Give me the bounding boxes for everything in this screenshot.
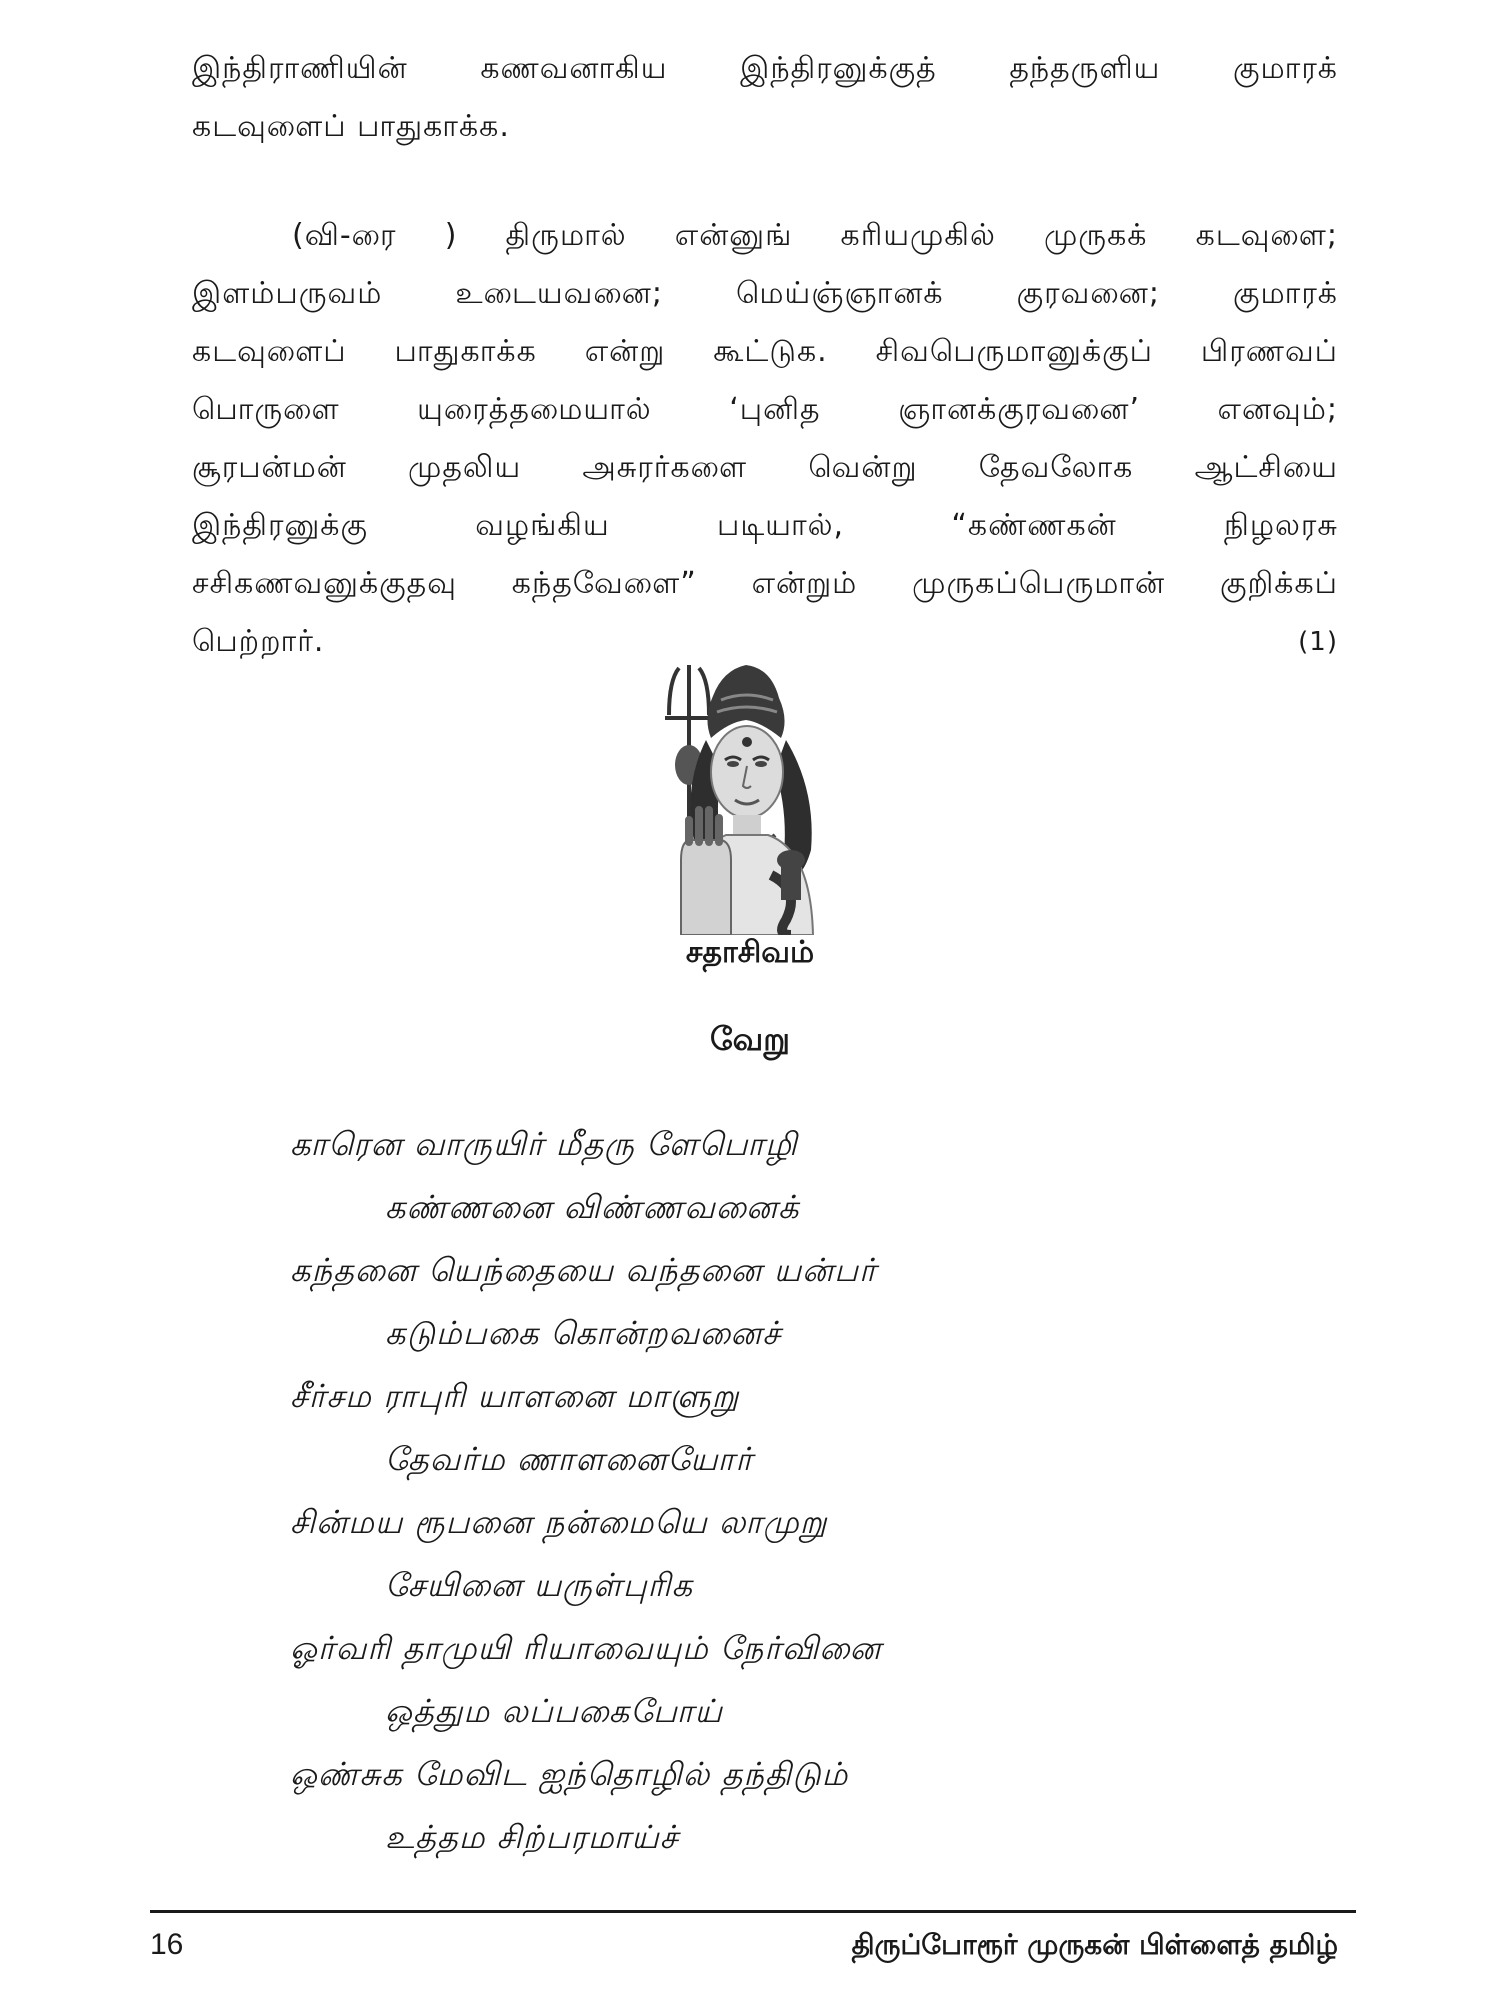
- text-line: பெற்றார்.: [192, 624, 325, 659]
- text-line: இந்திராணியின் கணவனாகிய இந்திரனுக்குத் தந்தருளிய குமாரக்: [192, 51, 1338, 86]
- text-line: கடவுளைப் பாதுகாக்க.: [192, 109, 510, 144]
- poem-line: கண்ணனை விண்ணவனைக்: [385, 1188, 800, 1226]
- book-title: திருப்போரூர் முருகன் பிள்ளைத் தமிழ்: [851, 1928, 1338, 1961]
- section-heading: வேறு: [709, 1020, 791, 1058]
- sadashiva-illustration: [651, 660, 841, 935]
- poem-line: கடும்பகை கொன்றவனைச்: [385, 1314, 782, 1352]
- poem-line: தேவர்ம ணாளனையோர்: [385, 1440, 754, 1478]
- poem-line: சீர்சம ராபுரி யாளனை மாளுறு: [290, 1377, 740, 1415]
- commentary-paragraph-1: [192, 40, 1338, 156]
- poem-line: ஒண்சுக மேவிட ஐந்தொழில் தந்திடும்: [290, 1755, 849, 1793]
- page-number: 16: [150, 1928, 184, 1961]
- poem-line: சின்மய ரூபனை நன்மையெ லாமுறு: [290, 1503, 828, 1541]
- poem-line: சேயினை யருள்புரிக: [385, 1566, 694, 1604]
- text-line: இளம்பருவம் உடையவனை; மெய்ஞ்ஞானக் குரவனை; குமாரக்: [192, 276, 1338, 311]
- poem-line: ஓர்வரி தாமுயி ரியாவையும் நேர்வினை: [290, 1629, 882, 1667]
- poem-line: உத்தம சிற்பரமாய்ச்: [385, 1818, 679, 1856]
- text-line: (வி-ரை ) திருமால் என்னுங் கரியமுகில் முருகக் கடவுளை;: [292, 218, 1338, 253]
- text-line: சூரபன்மன் முதலிய அசுரர்களை வென்று தேவலோக ஆட்சியை: [192, 450, 1338, 485]
- page-footer: [150, 1928, 1338, 1968]
- text-line: கடவுளைப் பாதுகாக்க என்று கூட்டுக. சிவபெருமானுக்குப் பிரணவப்: [192, 334, 1338, 369]
- footer-divider: [150, 1910, 1356, 1913]
- poem-line: கந்தனை யெந்தையை வந்தனை யன்பர்: [290, 1251, 877, 1289]
- footnote-marker: (1): [1298, 627, 1338, 657]
- poem-line: ஒத்தும லப்பகைபோய்: [385, 1692, 723, 1730]
- deity-drawing: [651, 660, 841, 935]
- text-line: பொருளை யுரைத்தமையால் ‘புனித ஞானக்குரவனை’ எனவும்;: [192, 392, 1338, 427]
- figure-caption: சதாசிவம்: [685, 935, 815, 970]
- text-line: இந்திரனுக்கு வழங்கிய படியால், “கண்ணகன் நிழலரசு: [192, 508, 1338, 543]
- commentary-paragraph-2: [192, 207, 1338, 671]
- poem-stanza: [290, 1113, 882, 1869]
- poem-line: காரென வாருயிர் மீதரு ளேபொழி: [290, 1125, 798, 1163]
- text-line: சசிகணவனுக்குதவு கந்தவேளை” என்றும் முருகப்பெருமான் குறிக்கப்: [192, 566, 1338, 601]
